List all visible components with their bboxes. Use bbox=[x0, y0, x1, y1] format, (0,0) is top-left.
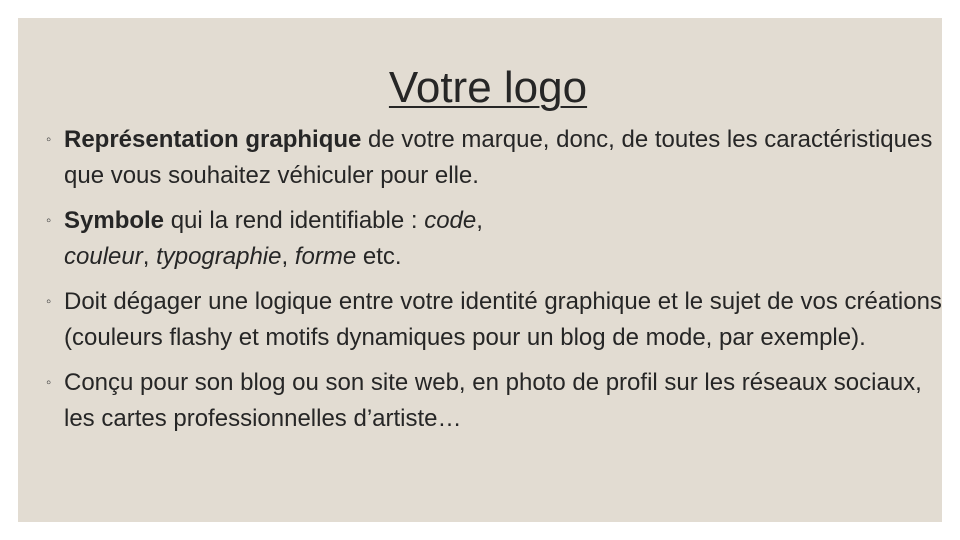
bullet-icon: ◦ bbox=[46, 293, 52, 310]
bullet-icon: ◦ bbox=[46, 212, 52, 229]
item-italic-code: code bbox=[424, 207, 477, 234]
item-text: de votre marque, donc, de toutes les caractéristiques que vous souhaitez véhiculer pour elle. bbox=[64, 126, 933, 189]
item-italic-typographie: typographie bbox=[156, 243, 282, 270]
item-italic-couleur: couleur bbox=[64, 243, 143, 270]
slide-title: Votre logo bbox=[388, 63, 588, 112]
bullet-icon: ◦ bbox=[46, 131, 52, 148]
bullet-icon: ◦ bbox=[46, 374, 52, 391]
item-text: Conçu pour son blog ou son site web, en photo de profil sur les réseaux sociaux, les cartes professionnelles d’artiste… bbox=[64, 369, 922, 432]
item-text: Doit dégager une logique entre votre identité graphique et le sujet de vos créations (couleurs flashy et motifs dynamiques pour un blog de mode, par exemple). bbox=[64, 288, 942, 351]
item-bold-text: Représentation graphique bbox=[64, 126, 362, 153]
slide bbox=[18, 18, 942, 522]
list-item bbox=[44, 122, 944, 194]
item-separator: , bbox=[281, 243, 295, 270]
item-italic-forme: forme bbox=[294, 243, 357, 270]
list-item bbox=[44, 365, 944, 437]
list-item bbox=[44, 203, 944, 275]
bullet-list bbox=[44, 122, 944, 446]
item-separator: , bbox=[142, 243, 157, 270]
list-item bbox=[44, 284, 944, 356]
item-text-end: etc. bbox=[356, 243, 402, 270]
item-bold-text: Symbole bbox=[64, 207, 165, 234]
item-text: qui la rend identifiable : bbox=[164, 207, 425, 234]
item-separator: , bbox=[476, 207, 483, 234]
